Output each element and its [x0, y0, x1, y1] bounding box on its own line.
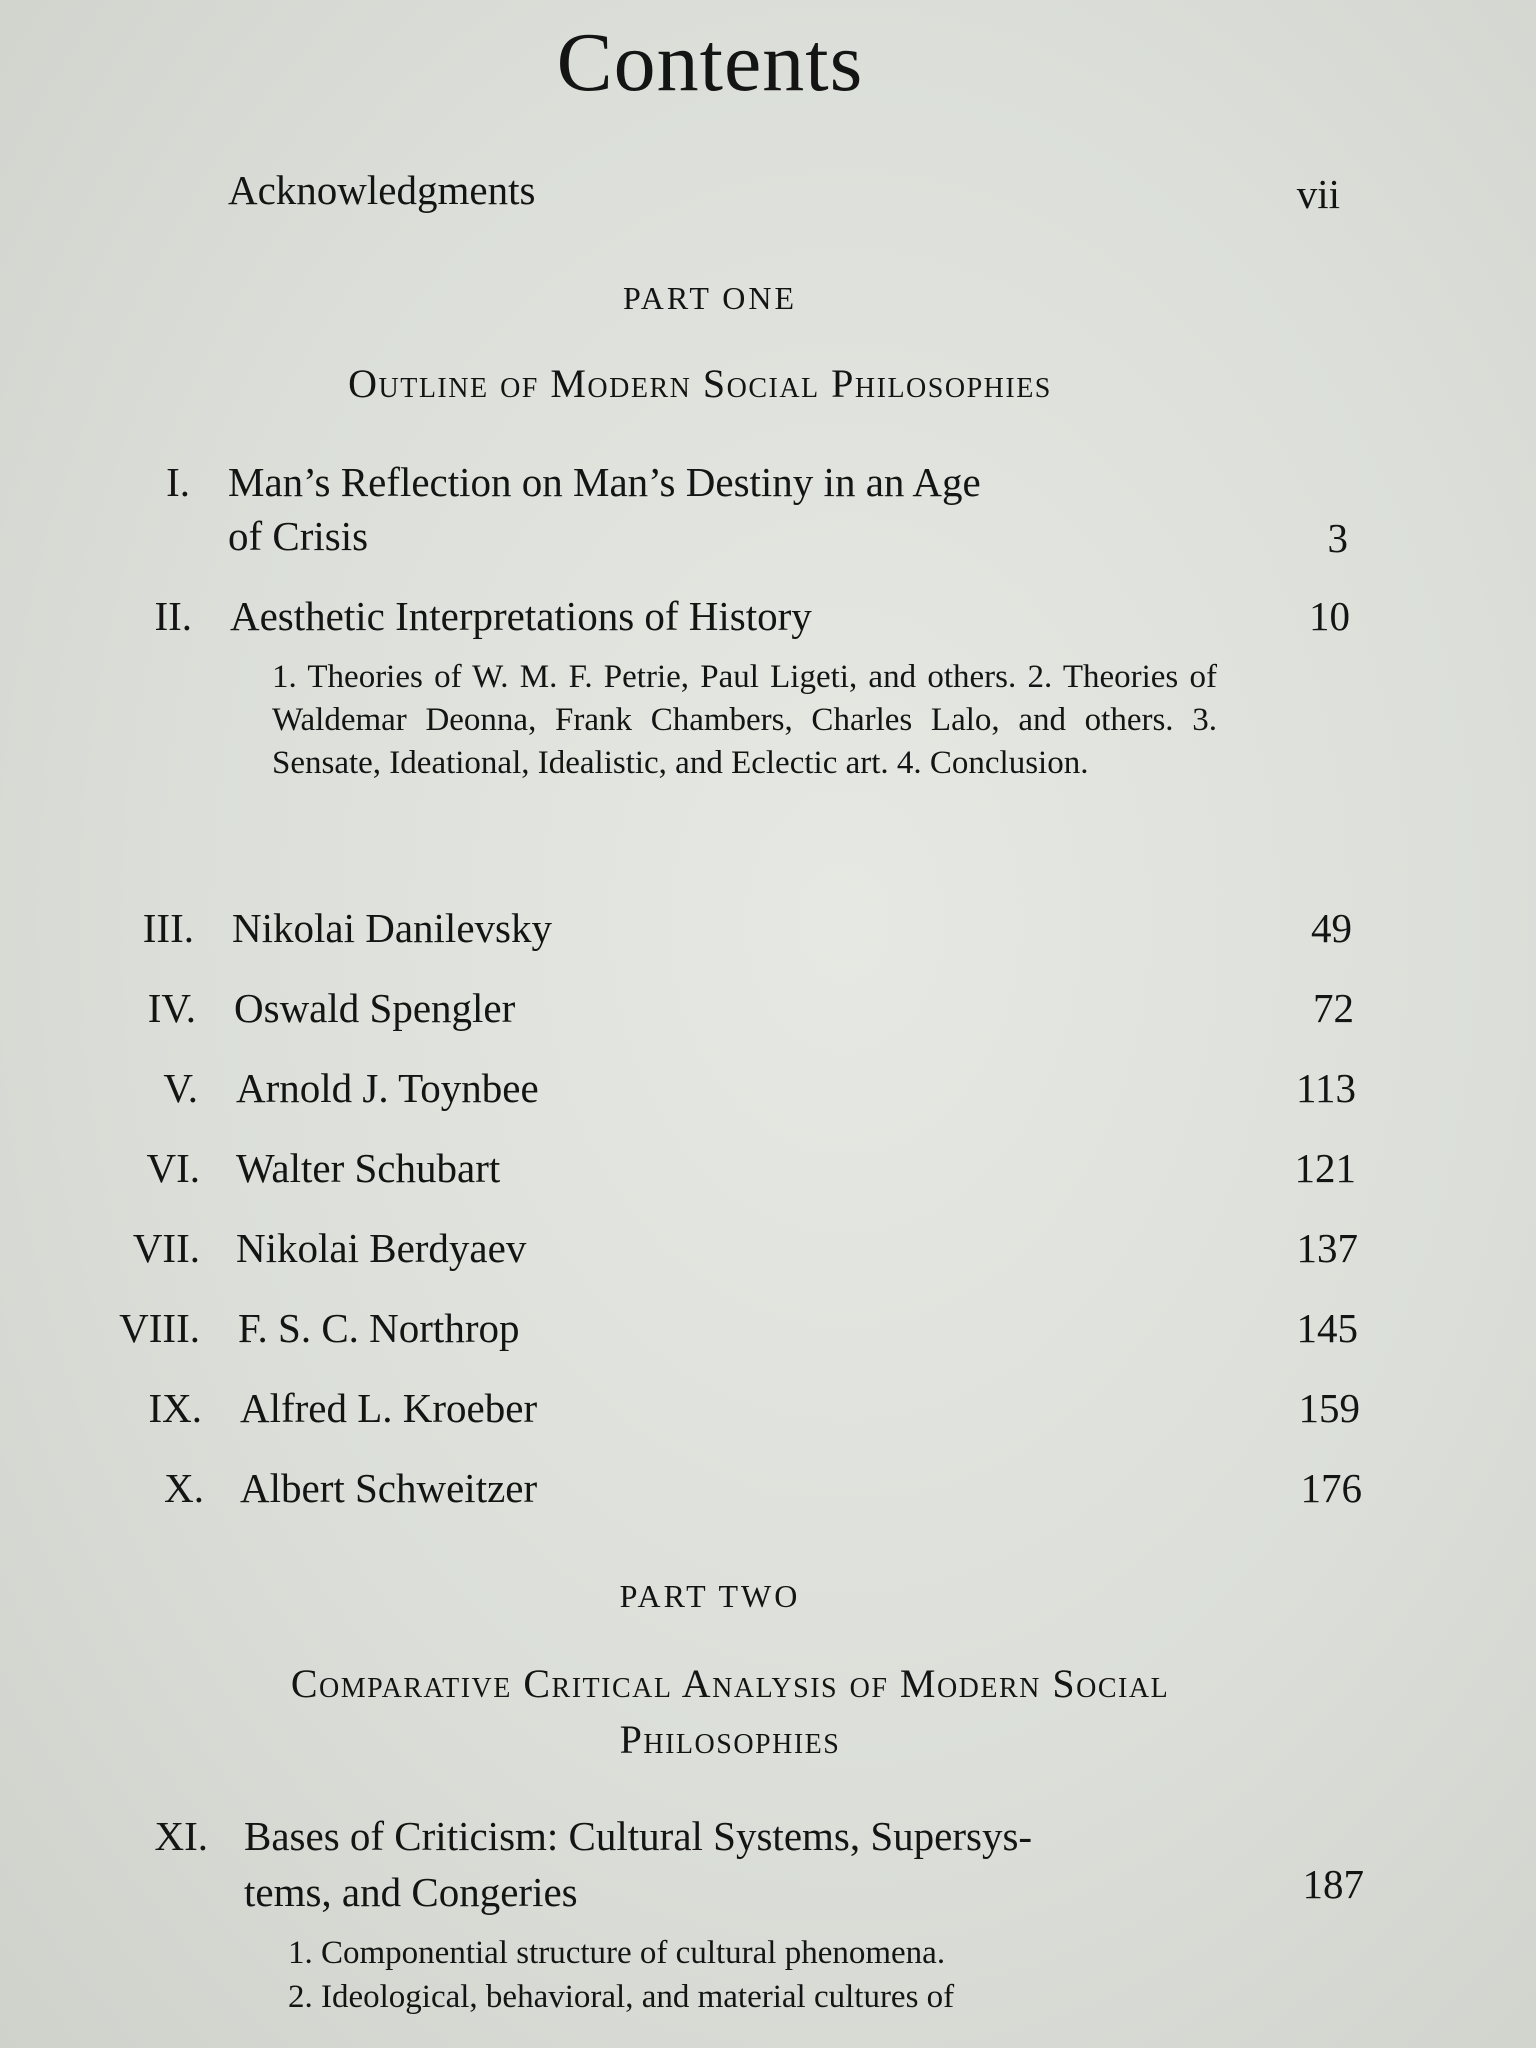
chapter-title-continued: tems, and Congeries: [244, 1869, 578, 1915]
chapter-number: V.: [163, 1065, 198, 1111]
part-one-label: PART ONE: [622, 280, 798, 316]
chapter-number: VII.: [132, 1225, 200, 1271]
chapter-title: Walter Schubart: [236, 1145, 501, 1191]
chapter-number: II.: [154, 593, 192, 639]
chapter-number: VI.: [146, 1145, 200, 1191]
part-one-title: Outline of Modern Social Philosophies: [348, 361, 1052, 406]
chapter-subtopic-line: 1. Componential structure of cultural phenomena.: [288, 1935, 946, 1971]
chapter-title: Arnold J. Toynbee: [236, 1065, 539, 1111]
chapter-subtopics: 1. Theories of W. M. F. Petrie, Paul Ligeti, and others. 2. Theories of Waldemar Deonna, Frank Chambers, Charles Lalo, and others. 3. Sensate, Ideational, Idealistic, and Eclectic art. 4. Conclusion.: [272, 659, 1217, 781]
chapter-page: 72: [1313, 985, 1354, 1031]
chapter-title: Aesthetic Interpretations of History: [230, 593, 812, 639]
chapter-title: Albert Schweitzer: [240, 1465, 538, 1511]
chapter-page: 3: [1327, 515, 1348, 561]
part-two-title-line2: Philosophies: [619, 1717, 841, 1762]
chapter-title-continued: of Crisis: [228, 513, 369, 559]
chapter-number: I.: [166, 459, 190, 505]
chapter-title: Nikolai Danilevsky: [232, 905, 552, 951]
page-title: Contents: [556, 16, 864, 109]
chapter-title: F. S. C. Northrop: [238, 1305, 520, 1351]
chapter-page: 137: [1296, 1225, 1358, 1271]
toc-entry-acknowledgments-title: Acknowledgments: [228, 167, 536, 213]
chapter-title: Bases of Criticism: Cultural Systems, Supersys-: [244, 1813, 1033, 1859]
part-two-title-line1: Comparative Critical Analysis of Modern Social: [290, 1661, 1170, 1706]
chapter-page: 10: [1309, 593, 1350, 639]
chapter-number: XI.: [154, 1813, 208, 1859]
part-two-label: PART TWO: [619, 1578, 801, 1614]
chapter-number: IX.: [148, 1385, 202, 1431]
chapter-page: 187: [1302, 1861, 1364, 1907]
chapter-page: 49: [1311, 905, 1352, 951]
chapter-page: 159: [1298, 1385, 1360, 1431]
chapter-page: 113: [1296, 1065, 1356, 1111]
chapter-page: 145: [1296, 1305, 1358, 1351]
chapter-title: Oswald Spengler: [234, 985, 516, 1031]
chapter-title: Man’s Reflection on Man’s Destiny in an Age: [228, 459, 981, 505]
chapter-number: X.: [164, 1465, 204, 1511]
chapter-number: III.: [142, 905, 194, 951]
chapter-page: 121: [1294, 1145, 1356, 1191]
chapter-number: VIII.: [119, 1305, 200, 1351]
toc-entry-acknowledgments-page: vii: [1296, 171, 1340, 217]
chapter-title: Alfred L. Kroeber: [240, 1385, 538, 1431]
chapter-page: 176: [1300, 1465, 1362, 1511]
chapter-number: IV.: [147, 985, 196, 1031]
chapter-subtopic-line: 2. Ideological, behavioral, and material cultures of: [288, 1979, 955, 2015]
chapter-title: Nikolai Berdyaev: [236, 1225, 527, 1271]
